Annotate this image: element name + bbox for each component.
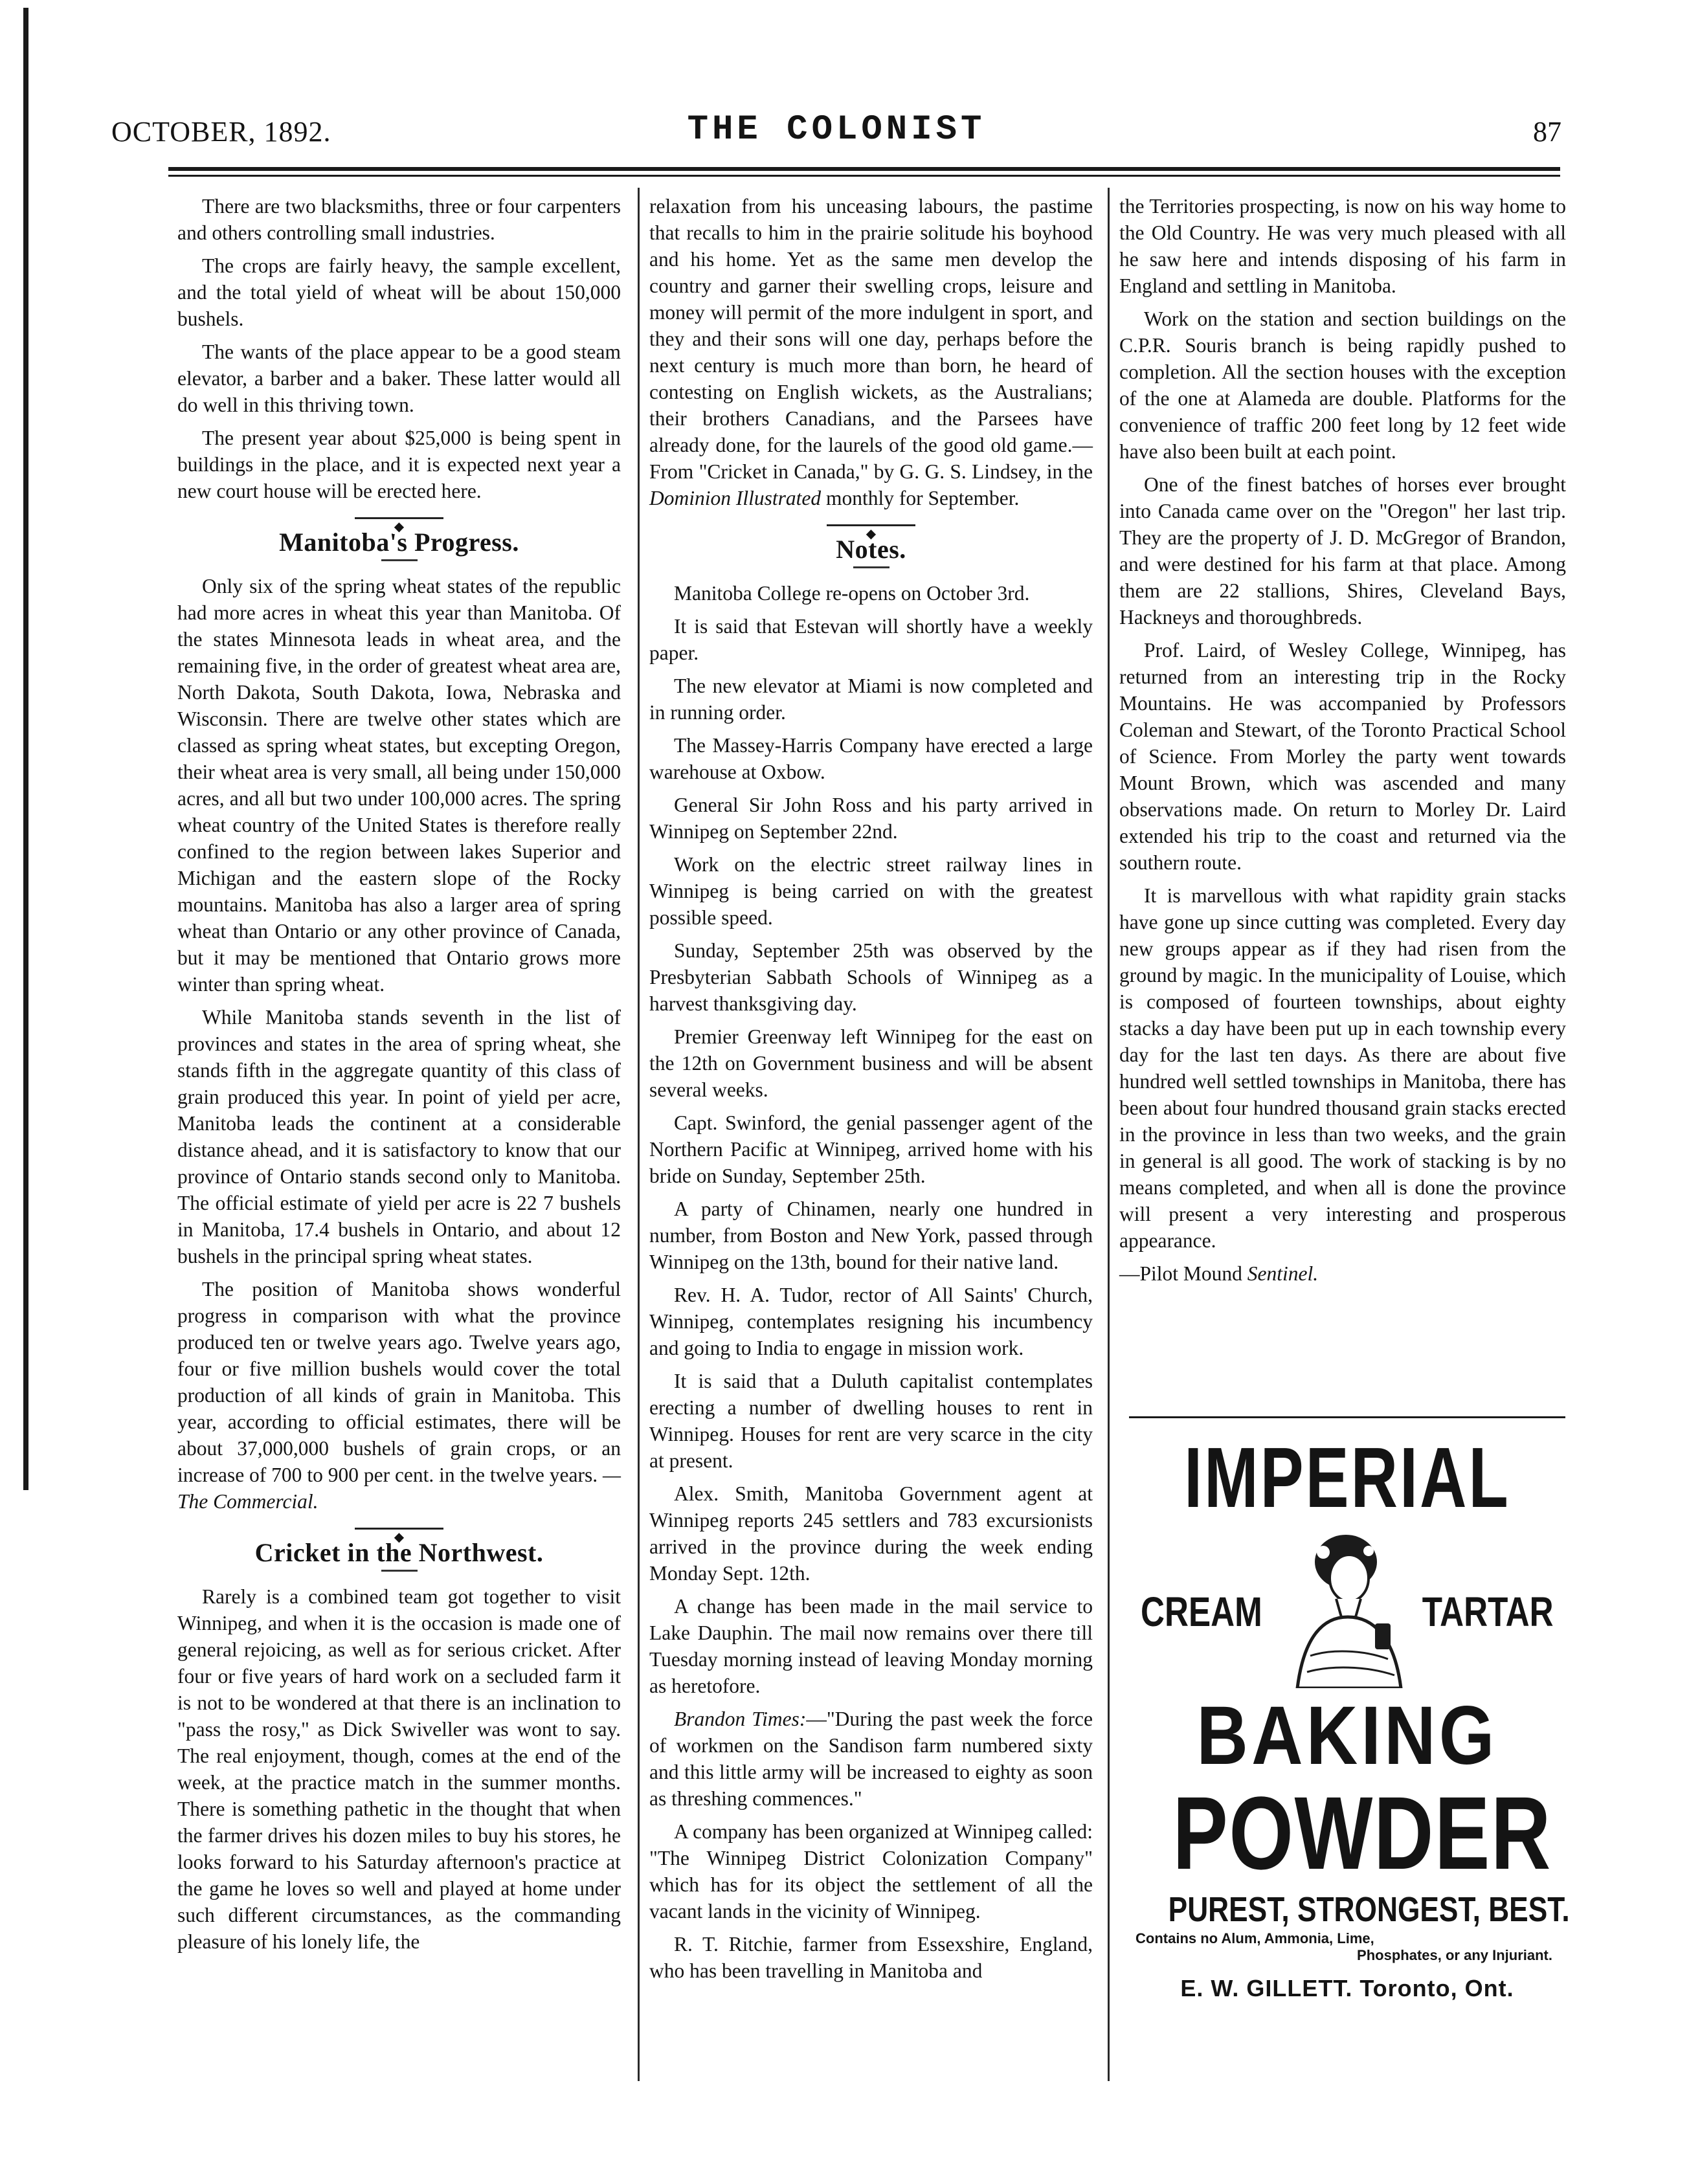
header-rule-thin: [168, 175, 1560, 177]
column-divider-1: [638, 188, 640, 2081]
section-separator: [649, 518, 1093, 532]
intro-paragraph: There are two blacksmiths, three or four carpenters and others controlling small industries.: [177, 195, 621, 244]
col3-paragraph: One of the finest batches of horses ever brought into Canada came over on the "Oregon" her last trip. They are the property of J. D. McGregor of Brandon, and were destined for his farm at that place. Among them are 22 stallions, Shires, Cleveland Bays, Hackneys and thoroughbreds.: [1119, 473, 1566, 629]
ad-baking: BAKING: [1196, 1689, 1498, 1782]
intro-paragraph: The present year about $25,000 is being spent in buildings in the place, and it is expected next year a new court house will be erected here.: [177, 427, 621, 502]
note-item: [649, 1706, 1093, 1812]
note-item: The Massey-Harris Company have erected a large warehouse at Oxbow.: [649, 734, 1093, 783]
note-item: Work on the electric street railway lines in Winnipeg is being carried on with the greatest possible speed.: [649, 853, 1093, 929]
note-item: A change has been made in the mail service to Lake Dauphin. The mail now remains over there till Tuesday morning instead of leaving Monday morning as heretofore.: [649, 1595, 1093, 1697]
credit-source: Sentinel.: [1247, 1262, 1319, 1285]
note-item: R. T. Ritchie, farmer from Essexshire, England, who has been travelling in Manitoba and: [649, 1933, 1093, 1982]
column-2: [649, 193, 1093, 1990]
ad-powder: POWDER: [1172, 1775, 1552, 1891]
col3-credit: [1119, 1260, 1566, 1287]
ad-maker: E. W. GILLETT. Toronto, Ont.: [1180, 1975, 1514, 2001]
note-item: It is said that a Duluth capitalist contemplates erecting a number of dwelling houses to rent in Winnipeg. Houses for rent are very scarce in the city at present.: [649, 1370, 1093, 1472]
brandon-quote: —"During the past week the force of workmen on the Sandison farm numbered sixty and this little army will be increased to eighty as soon as threshing commences.": [649, 1708, 1093, 1810]
brandon-source: Brandon Times:: [674, 1708, 807, 1730]
woman-portrait-illustration: [1258, 1526, 1433, 1688]
heading-dash: [381, 559, 418, 561]
credit-prefix: —Pilot Mound: [1119, 1262, 1242, 1285]
progress-paragraph: [177, 1276, 621, 1515]
note-item: General Sir John Ross and his party arrived in Winnipeg on September 22nd.: [649, 794, 1093, 843]
ad-slogan: PUREST, STRONGEST, BEST.: [1168, 1890, 1570, 1929]
note-item: Sunday, September 25th was observed by the Presbyterian Sabbath Schools of Winnipeg as a harvest thanksgiving day.: [649, 939, 1093, 1015]
page-number: 87: [1533, 116, 1561, 148]
column-1: [177, 193, 621, 1961]
issue-date: OCTOBER, 1892.: [111, 116, 331, 148]
cricket-paragraph: Rarely is a combined team got together to visit Winnipeg, and when it is the occasion is made one of general rejoicing, as well as for serious cricket. After four or five years of hard work on a secluded farm it is not to be wondered at that there is an inclination to "pass the rosy," as Dick Swiveller was wont to say. The real enjoyment, though, comes at the end of the week, at the practice match in the summer months. There is something pathetic in the thought that when the farmer drives his dozen miles to buy his stores, he looks forward to his Saturday afternoon's practice at the game he loves so well and played at home under such different circumstances, as the commanding pleasure of his lonely life, the: [177, 1585, 621, 1953]
progress-paragraph: Only six of the spring wheat states of the republic had more acres in wheat this year than Manitoba. Of the states Minnesota leads in wheat area, and the remaining five, in the order of greatest wheat area are, North Dakota, South Dakota, Iowa, Nebraska and Wisconsin. There are twelve other states which are classed as spring wheat states, but excepting Oregon, their wheat area is very small, all being under 150,000 acres, and all but two under 100,000 acres. The spring wheat country of the United States is therefore really confined to the region between lakes Superior and Michigan and the eastern slope of the Rocky mountains. Manitoba has also a larger area of spring wheat than Ontario or any other province of Canada, but it may be mentioned that Ontario grows more winter than spring wheat.: [177, 575, 621, 996]
cricket-tail: monthly for September.: [826, 487, 1020, 509]
intro-paragraph: The crops are fairly heavy, the sample excellent, and the total yield of wheat will be about 150,000 bushels.: [177, 254, 621, 330]
heading-dash: [853, 566, 889, 568]
progress-paragraph: While Manitoba stands seventh in the list of provinces and states in the area of spring wheat, she stands fifth in the aggregate quantity of this class of grain produced this year. In point of yield per acre, Manitoba leads the continent at a considerable distance ahead, and it is satisfactory to know that our province of Ontario stands second only to Manitoba. The official estimate of yield per acre is 22 7 bushels in Manitoba, 17.4 bushels in Ontario, and about 12 bushels in the principal spring wheat states.: [177, 1006, 621, 1267]
note-item: A company has been organized at Winnipeg called: "The Winnipeg District Colonization Company" which has for its object the settlement of all the vacant lands in the vicinity of Winnipeg.: [649, 1820, 1093, 1922]
page-header: [111, 110, 1561, 162]
col3-paragraph: It is marvellous with what rapidity grain stacks have gone up since cutting was completed. Every day new groups appear as if they had risen from the ground by magic. In the municipality of Louise, which is composed of fourteen townships, about eighty stacks a day have been put up in each township every day for the last ten days. As there are about five hundred well settled townships in Manitoba, there has been about four hundred thousand grain stacks erected in the province in less than two weeks, and the grain in general is all good. The work of stacking is by no means completed, and when all is done the province will present a very interesting and prosperous appearance.: [1119, 884, 1566, 1252]
publication-title: THE COLONIST: [687, 110, 986, 150]
note-item: Capt. Swinford, the genial passenger agent of the Northern Pacific at Winnipeg, arrived home with his bride on Sunday, September 25th.: [649, 1111, 1093, 1187]
col3-paragraph: the Territories prospecting, is now on his way home to the Old Country. He was very much pleased with all he saw here and intends disposing of his farm in England and settling in Manitoba.: [1119, 195, 1566, 297]
progress-heading: Manitoba's Progress.: [279, 528, 519, 557]
column-3: [1119, 193, 1566, 1293]
ad-brand: IMPERIAL: [1184, 1430, 1510, 1525]
note-item: Alex. Smith, Manitoba Government agent at Winnipeg reports 245 settlers and 783 excursionists arrived in the province during the week ending Monday Sept. 12th.: [649, 1482, 1093, 1585]
ad-contains-2: Phosphates, or any Injuriant.: [1357, 1947, 1552, 1963]
progress-credit: —The Commercial.: [177, 1464, 621, 1513]
ad-tartar: TARTAR: [1422, 1588, 1554, 1635]
column-divider-2: [1108, 188, 1110, 2081]
note-item: Premier Greenway left Winnipeg for the east on the 12th on Government business and will be absent several weeks.: [649, 1025, 1093, 1101]
col3-paragraph: Work on the station and section buildings on the C.P.R. Souris branch is being rapidly pushed to completion. All the section houses with the exception of the one at Alameda are double. Platforms for the convenience of traffic 200 feet long by 12 feet wide have also been built at each point.: [1119, 307, 1566, 463]
heading-dash: [381, 1570, 418, 1572]
ad-contains: Contains no Alum, Ammonia, Lime,: [1135, 1930, 1374, 1946]
section-separator: [177, 511, 621, 525]
cricket-source: Dominion Illustrated: [649, 487, 822, 509]
progress-text: The position of Manitoba shows wonderful progress in comparison with what the province produced ten or twelve years ago. Twelve years ago, four or five million bushels would cover the total production of all kinds of grain in Manitoba. This year, according to official estimates, there will be about 37,000,000 bushels of grain crops, or an increase of 700 to 900 per cent. in the twelve years.: [177, 1278, 621, 1486]
baking-powder-advertisement: [1129, 1429, 1570, 2096]
left-margin-rule: [23, 8, 28, 1490]
note-item: Manitoba College re-opens on October 3rd.: [674, 582, 1030, 605]
note-item: It is said that Estevan will shortly have a weekly paper.: [649, 615, 1093, 664]
note-item: The new elevator at Miami is now completed and in running order.: [649, 674, 1093, 724]
cricket-heading: Cricket in the Northwest.: [254, 1538, 544, 1567]
section-separator: [177, 1521, 621, 1535]
note-item: Rev. H. A. Tudor, rector of All Saints' Church, Winnipeg, contemplates resigning his incumbency and going to India to engage in mission work.: [649, 1284, 1093, 1359]
intro-paragraph: The wants of the place appear to be a good steam elevator, a barber and a baker. These latter would all do well in this thriving town.: [177, 340, 621, 416]
ad-top-rule: [1129, 1416, 1565, 1418]
ad-cream: CREAM: [1141, 1588, 1262, 1635]
notes-heading: Notes.: [836, 535, 906, 564]
ad-cream-tartar: [1129, 1526, 1565, 1688]
col3-paragraph: Prof. Laird, of Wesley College, Winnipeg, has returned from an interesting trip in the Rocky Mountains. He was accompanied by Professors Coleman and Stewart, of the Toronto Practical School of Science. From Morley the party went towards Mount Brown, which was ascended and many observations made. On return to Morley Dr. Laird extended his trip to the coast and returned via the southern route.: [1119, 639, 1566, 874]
cricket-continued: [649, 193, 1093, 511]
cricket-cont-text: relaxation from his unceasing labours, the pastime that recalls to him in the prairie solitude his boyhood and his home. Yet as the same men develop the country and garner their swelling crops, leisure and money will permit of the more indulgent in sport, and they and their sons will one day, perhaps before the next century is much more than born, he heard of contesting on English wickets, as the Australians; their brothers Canadians, and the Parsees have already done, for the laurels of the good old game.—From "Cricket in Canada," by G. G. S. Lindsey, in the: [649, 195, 1093, 483]
note-item: A party of Chinamen, nearly one hundred in number, from Boston and New York, passed through Winnipeg on the 13th, bound for their native land.: [649, 1198, 1093, 1273]
header-rule: [168, 167, 1560, 171]
